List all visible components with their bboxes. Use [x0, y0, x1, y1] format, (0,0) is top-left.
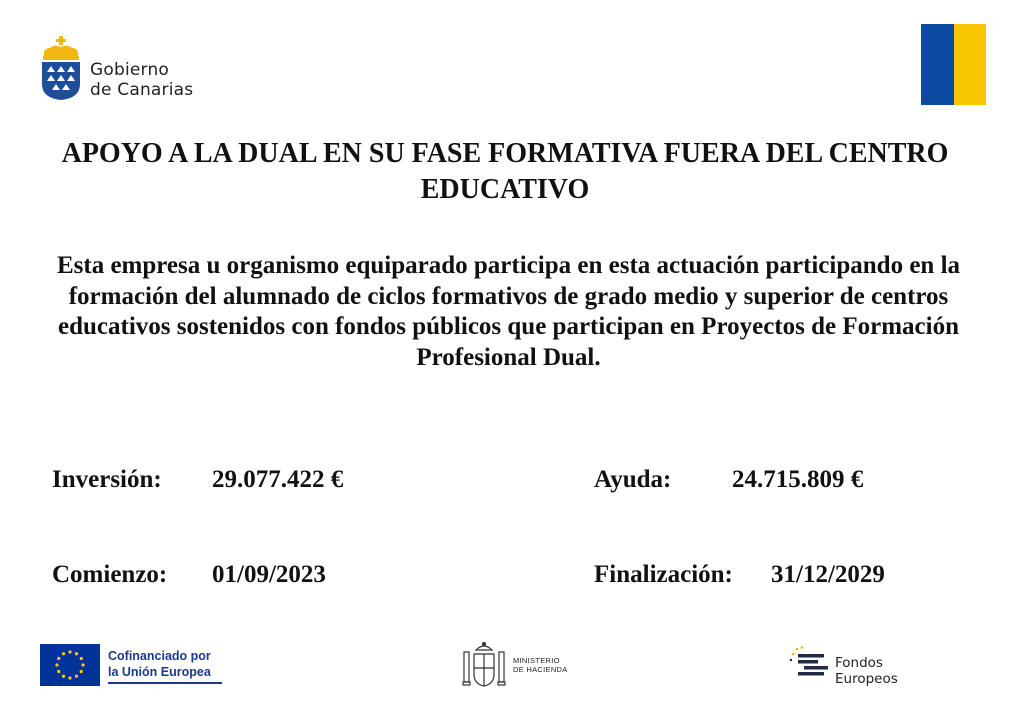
ministerio-line-2: DE HACIENDA — [513, 665, 568, 674]
eu-star-icon — [62, 675, 65, 678]
body-paragraph: Esta empresa u organismo equiparado participa en esta actuación participando en la formación del alumnado de ciclos formativos de grado medio y superior de centros educativos sostenidos con fondos públicos que participan en Proyectos de Formación Profesional Dual. — [56, 252, 961, 371]
fondos-europeos-text: Fondos Europeos — [835, 655, 898, 687]
fondos-europeos-icon — [788, 646, 830, 680]
finalizacion-value: 31/12/2029 — [771, 561, 885, 588]
inversion-label: Inversión: — [52, 466, 162, 493]
eu-star-icon — [68, 676, 71, 679]
eu-star-icon — [57, 657, 60, 660]
fondos-europeos-logo — [788, 646, 948, 687]
page-title: APOYO A LA DUAL EN SU FASE FORMATIVA FUERA DEL CENTRO EDUCATIVO — [61, 138, 949, 205]
flag-blue-stripe — [921, 24, 954, 105]
comienzo-value: 01/09/2023 — [212, 561, 326, 588]
eu-text — [108, 648, 211, 680]
logo-line-1: Gobierno — [90, 60, 170, 80]
eu-star-icon — [80, 670, 83, 673]
eu-star-icon — [55, 663, 58, 666]
eu-line-2: la Unión Europea — [108, 665, 211, 679]
logo-text — [90, 60, 193, 100]
eu-star-icon — [81, 663, 84, 666]
ayuda-label: Ayuda: — [594, 466, 672, 493]
canary-flag — [921, 24, 986, 105]
eu-star-icon — [68, 650, 71, 653]
ministerio-line-1: MINISTERIO — [513, 656, 560, 665]
eu-star-icon — [57, 670, 60, 673]
eu-star-icon — [80, 657, 83, 660]
eu-star-icon — [62, 652, 65, 655]
inversion-value: 29.077.422 € — [212, 466, 344, 493]
gobierno-canarias-logo — [38, 36, 228, 106]
eu-star-icon — [75, 675, 78, 678]
ministerio-text — [513, 656, 568, 674]
eu-cofinanced-logo — [40, 644, 222, 686]
spain-coat-of-arms-icon — [460, 640, 508, 690]
eu-line-1: Cofinanciado por — [108, 649, 211, 663]
eu-star-icon — [75, 652, 78, 655]
logo-line-2: de Canarias — [90, 80, 194, 100]
flag-yellow-stripe — [954, 24, 986, 105]
eu-underline — [108, 682, 222, 684]
eu-flag-icon — [40, 644, 100, 686]
ministerio-hacienda-logo — [460, 640, 590, 690]
canarias-coat-of-arms-icon — [38, 36, 84, 102]
finalizacion-label: Finalización: — [594, 561, 733, 588]
comienzo-label: Comienzo: — [52, 561, 168, 588]
ayuda-value: 24.715.809 € — [732, 466, 864, 493]
